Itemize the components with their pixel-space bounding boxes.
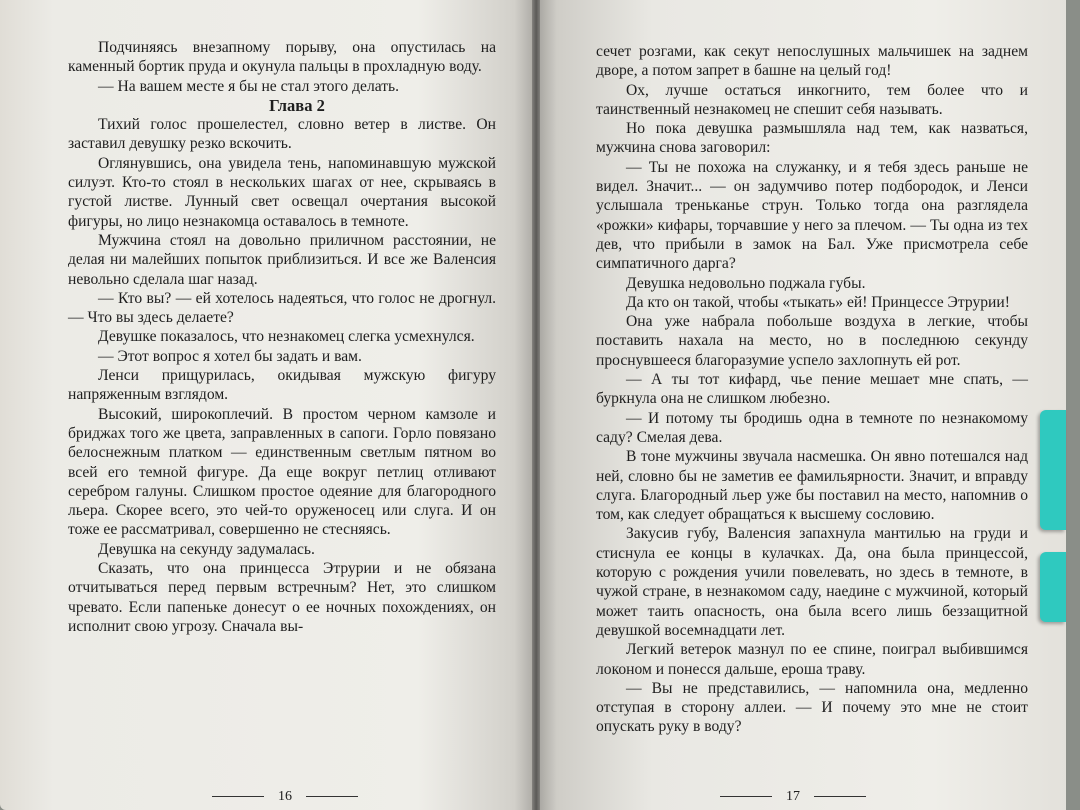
paragraph: В тоне мужчины звучала насмешка. Он явно потешался над ней, словно бы не заметив ее фамильярности. Значит, и вправду слуга. Благородный льер уже бы поставил на место, напомнив о том, как следует обращаться к высшему сословию. <box>596 448 1028 524</box>
paragraph: Закусив губу, Валенсия запахнула мантилью на груди и стиснула ее концы в кулачках. Да, она была принцессой, которую с рождения учили повелевать, но здесь в темноте, в чужой стране, в незнакомом саду, наедине с мужчиной, который может таить опасность, она была всего лишь беззащитной девушкой восемнадцати лет. <box>596 525 1028 639</box>
paragraph: Сказать, что она принцесса Этрурии и не обязана отчитываться перед первым встречным? Нет, это слишком чревато. Если папеньке донесут о ее ночных похождениях, он исполнит свою угрозу. Сначала вы- <box>68 560 496 635</box>
paragraph: — А ты тот кифард, чье пение мешает мне спать, — буркнула она не слишком любезно. <box>596 371 1028 408</box>
paragraph: Мужчина стоял на довольно приличном расстоянии, не делая ни малейших попыток приблизиться. И все же Валенсия невольно сделала шаг назад. <box>68 231 496 288</box>
folio-rule <box>212 796 264 797</box>
page-number: 17 <box>786 788 800 804</box>
paragraph: — Этот вопрос я хотел бы задать и вам. <box>98 347 362 365</box>
page-clip <box>1040 552 1066 622</box>
paragraph: — Вы не представились, — напомнила она, медленно отступая в сторону аллеи. — И почему это мне не стоит опускать руку в воду? <box>596 679 1028 736</box>
paragraph: — Кто вы? — ей хотелось надеяться, что голос не дрогнул. — Что вы здесь делаете? <box>68 289 496 327</box>
paragraph: сечет розгами, как секут непослушных мальчишек на заднем дворе, а потом запрет в башне на целый год! <box>596 43 1028 80</box>
right-page <box>536 0 1066 810</box>
paragraph: Ох, лучше остаться инкогнито, тем более что и таинственный незнакомец не спешит себя называть. <box>596 81 1028 118</box>
paragraph: Она уже набрала побольше воздуха в легкие, чтобы поставить нахала на место, но в последнюю секунду проснувшееся благоразумие успело захлопнуть ей рот. <box>596 313 1028 369</box>
paragraph: Да кто он такой, чтобы «тыкать» ей! Принцессе Этрурии! <box>626 293 1010 311</box>
page-number: 16 <box>278 788 292 804</box>
right-page-text <box>596 42 1028 737</box>
paragraph: — И потому ты бродишь одна в темноте по незнакомому саду? Смелая дева. <box>596 409 1028 446</box>
paragraph: Ленси прищурилась, окидывая мужскую фигуру напряженным взглядом. <box>68 367 496 404</box>
paragraph: Оглянувшись, она увидела тень, напоминавшую мужской силуэт. Кто-то стоял в нескольких шагах от нее, скрываясь в густой листве. Лунный свет освещал очертания высокой фигуры, но лицо незнакомца оставалось в темноте. <box>68 154 496 230</box>
page-number-left <box>212 787 358 806</box>
page-number-right <box>720 787 866 806</box>
left-page <box>0 0 536 810</box>
left-page-text <box>68 38 496 636</box>
paragraph: — На вашем месте я бы не стал этого делать. <box>98 77 400 95</box>
paragraph: Девушка недовольно поджала губы. <box>626 274 866 292</box>
paragraph: — Ты не похожа на служанку, и я тебя здесь раньше не видел. Значит... — он задумчиво потер подбородок, и Ленси услышала треньканье струн. Только тогда она разглядела «рожки» кифары, торчавшие у него за плечом. — Ты одна из тех дев, что прибыли в замок на Бал. Уже присмотрела себе симпатичного дарга? <box>596 158 1028 273</box>
paragraph: Тихий голос прошелестел, словно ветер в листве. Он заставил девушку резко вскочить. <box>68 116 496 153</box>
paragraph: Подчиняясь внезапному порыву, она опустилась на каменный бортик пруда и окунула пальцы в прохладную воду. <box>68 39 496 76</box>
chapter-heading: Глава 2 <box>269 95 325 115</box>
paragraph: Девушке показалось, что незнакомец слегка усмехнулся. <box>98 328 475 346</box>
paragraph: Высокий, широкоплечий. В простом черном камзоле и бриджах того же цвета, заправленных в сапоги. Горло повязано белоснежным платком — единственным светлым пятном во всей его темной фигуре. Да еще вокруг петлиц отливают серебром галуны. Слишком простое одеяние для благородного льера. Скорее всего, это чей-то оруженосец или слуга. И он тоже ее рассматривал, совершенно не стесняясь. <box>68 405 496 539</box>
paragraph: Легкий ветерок мазнул по ее спине, поиграл выбившимся локоном и понесся дальше, ероша траву. <box>596 641 1028 678</box>
book-gutter <box>532 0 540 810</box>
paragraph: Девушка на секунду задумалась. <box>98 540 315 558</box>
folio-rule <box>814 796 866 797</box>
folio-rule <box>720 796 772 797</box>
folio-rule <box>306 796 358 797</box>
page-clip <box>1040 410 1066 530</box>
paragraph: Но пока девушка размышляла над тем, как назваться, мужчина снова заговорил: <box>596 120 1028 157</box>
